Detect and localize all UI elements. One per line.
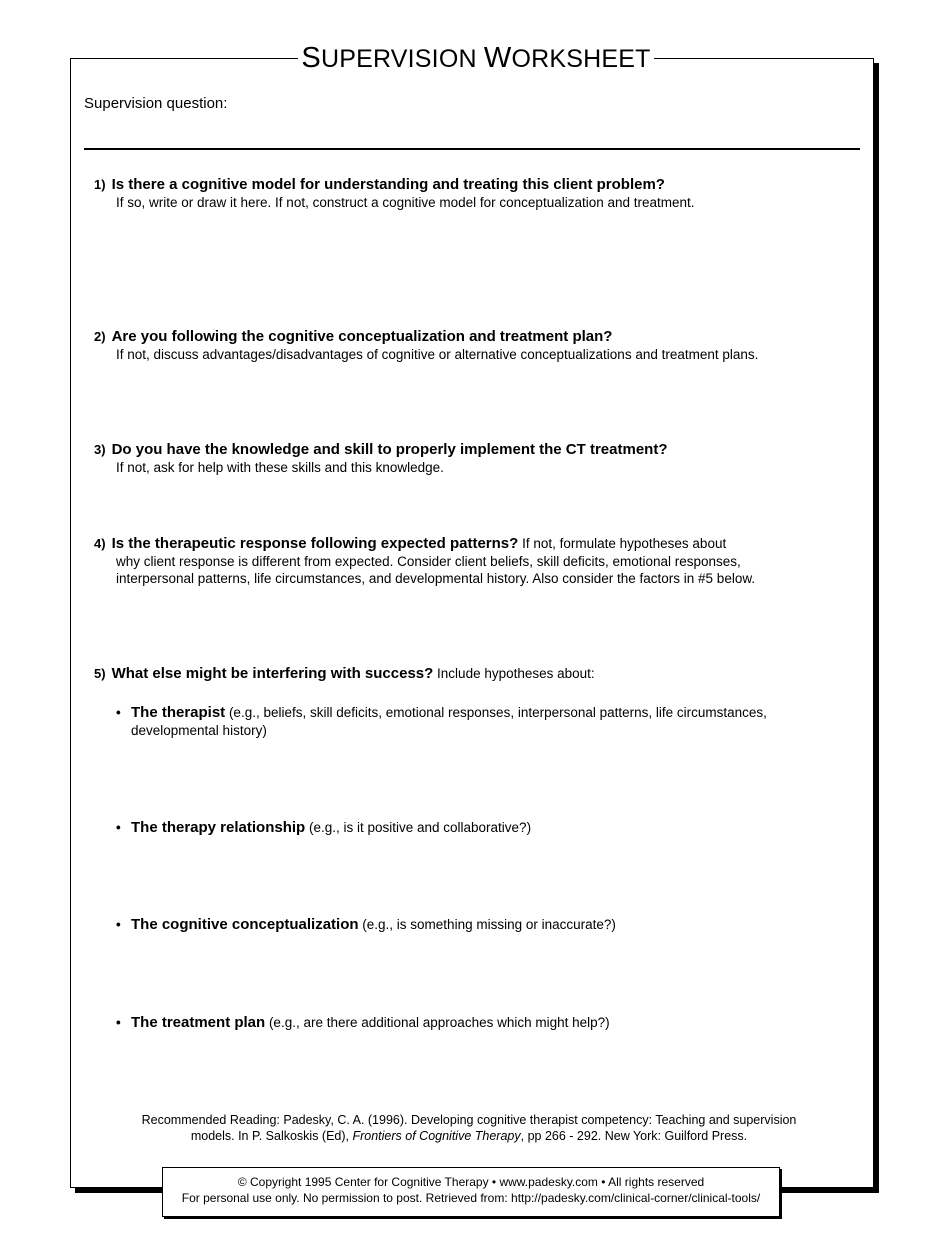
question-5: 5) What else might be interfering with success? Include hypotheses about:	[94, 665, 595, 682]
supervision-question-line[interactable]	[84, 148, 860, 150]
bullet-treatment-plan: • The treatment plan (e.g., are there additional approaches which might help?)	[116, 1014, 610, 1031]
bullet-dot-icon: •	[116, 917, 121, 932]
supervision-question-label: Supervision question:	[84, 95, 228, 112]
question-3: 3) Do you have the knowledge and skill to properly implement the CT treatment? If not, ask for help with these skills and this knowledge.	[94, 441, 668, 475]
bullet-cognitive-conceptualization: • The cognitive conceptualization (e.g., is something missing or inaccurate?)	[116, 916, 616, 933]
bullet-therapist: • The therapist (e.g., beliefs, skill deficits, emotional responses, interpersonal patterns, life circumstances, developmental history)	[116, 704, 767, 738]
bullet-dot-icon: •	[116, 820, 121, 835]
page-title: SUPERVISION WORKSHEET	[298, 38, 654, 78]
recommended-reading: Recommended Reading: Padesky, C. A. (1996). Developing cognitive therapist competency: Teaching and supervision models. In P. Salkoskis (Ed), Frontiers of Cognitive Therapy, pp 266 - 292. New York: Guilford Press.	[141, 1113, 797, 1143]
question-4: 4) Is the therapeutic response following expected patterns? If not, formulate hypotheses about why client response is different from expected. Consider client beliefs, skill deficits, emotional responses, interpersonal patterns, life circumstances, and developmental history. Also consider the factors in #5 below.	[94, 535, 756, 586]
question-2: 2) Are you following the cognitive conceptualization and treatment plan? If not, discuss advantages/disadvantages of cognitive or alternative conceptualizations and treatment plans.	[94, 328, 759, 362]
bullet-therapy-relationship: • The therapy relationship (e.g., is it positive and collaborative?)	[116, 819, 532, 836]
question-1: 1) Is there a cognitive model for understanding and treating this client problem? If so, write or draw it here. If not, construct a cognitive model for conceptualization and treatment.	[94, 176, 695, 210]
copyright-box: © Copyright 1995 Center for Cognitive Therapy • www.padesky.com • All rights reserved For personal use only. No permission to post. Retrieved from: http://padesky.com/clinical-corner/clinical-tools/	[162, 1167, 780, 1217]
bullet-dot-icon: •	[116, 705, 121, 720]
bullet-dot-icon: •	[116, 1015, 121, 1030]
